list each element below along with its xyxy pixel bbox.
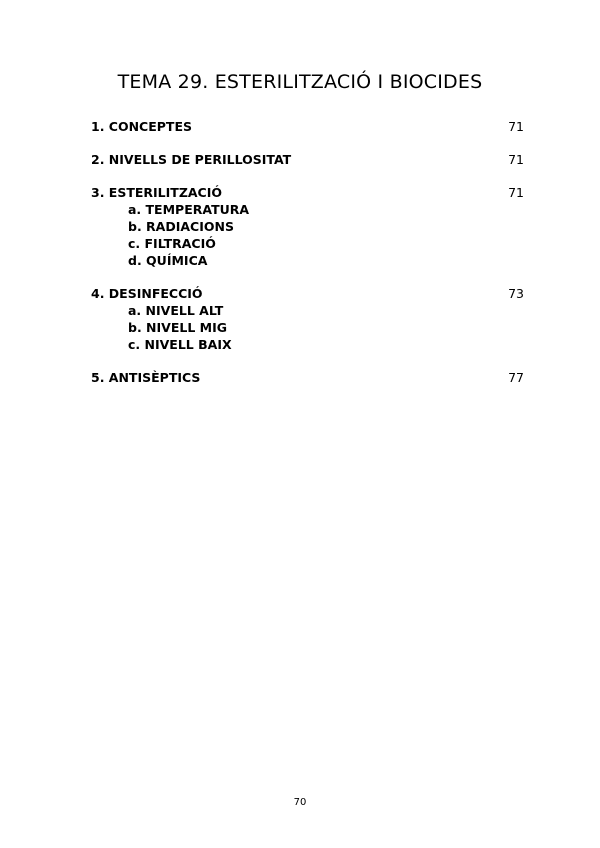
table-of-contents (91, 118, 524, 402)
toc-subentry: d. QUÍMICA (128, 253, 208, 268)
toc-subentry: a. NIVELL ALT (128, 303, 224, 318)
toc-subentry: b. NIVELL MIG (128, 320, 228, 335)
toc-entry-label: 1. CONCEPTES (91, 119, 193, 134)
toc-entry-page: 73 (508, 286, 524, 301)
toc-entry-page: 71 (508, 152, 524, 167)
toc-entry-conceptes (91, 118, 524, 135)
toc-entry-page: 71 (508, 185, 524, 200)
toc-entry-esterilitzacio (91, 184, 524, 269)
toc-subentry: c. FILTRACIÓ (128, 236, 216, 251)
toc-entry-page: 77 (508, 370, 524, 385)
toc-entry-label: 5. ANTISÈPTICS (91, 370, 201, 385)
toc-entry-label: 4. DESINFECCIÓ (91, 286, 203, 301)
toc-subentry: a. TEMPERATURA (128, 202, 250, 217)
page-title: TEMA 29. ESTERILITZACIÓ I BIOCIDES (117, 71, 483, 93)
toc-entry-desinfeccio (91, 285, 524, 353)
toc-entry-label: 2. NIVELLS DE PERILLOSITAT (91, 152, 292, 167)
toc-entry-antiseptics (91, 369, 524, 386)
toc-entry-nivells-de-perillositat (91, 151, 524, 168)
toc-subentry: b. RADIACIONS (128, 219, 234, 234)
toc-entry-label: 3. ESTERILITZACIÓ (91, 185, 223, 200)
toc-entry-page: 71 (508, 119, 524, 134)
page-number: 70 (293, 797, 307, 808)
toc-subentry: c. NIVELL BAIX (128, 337, 232, 352)
